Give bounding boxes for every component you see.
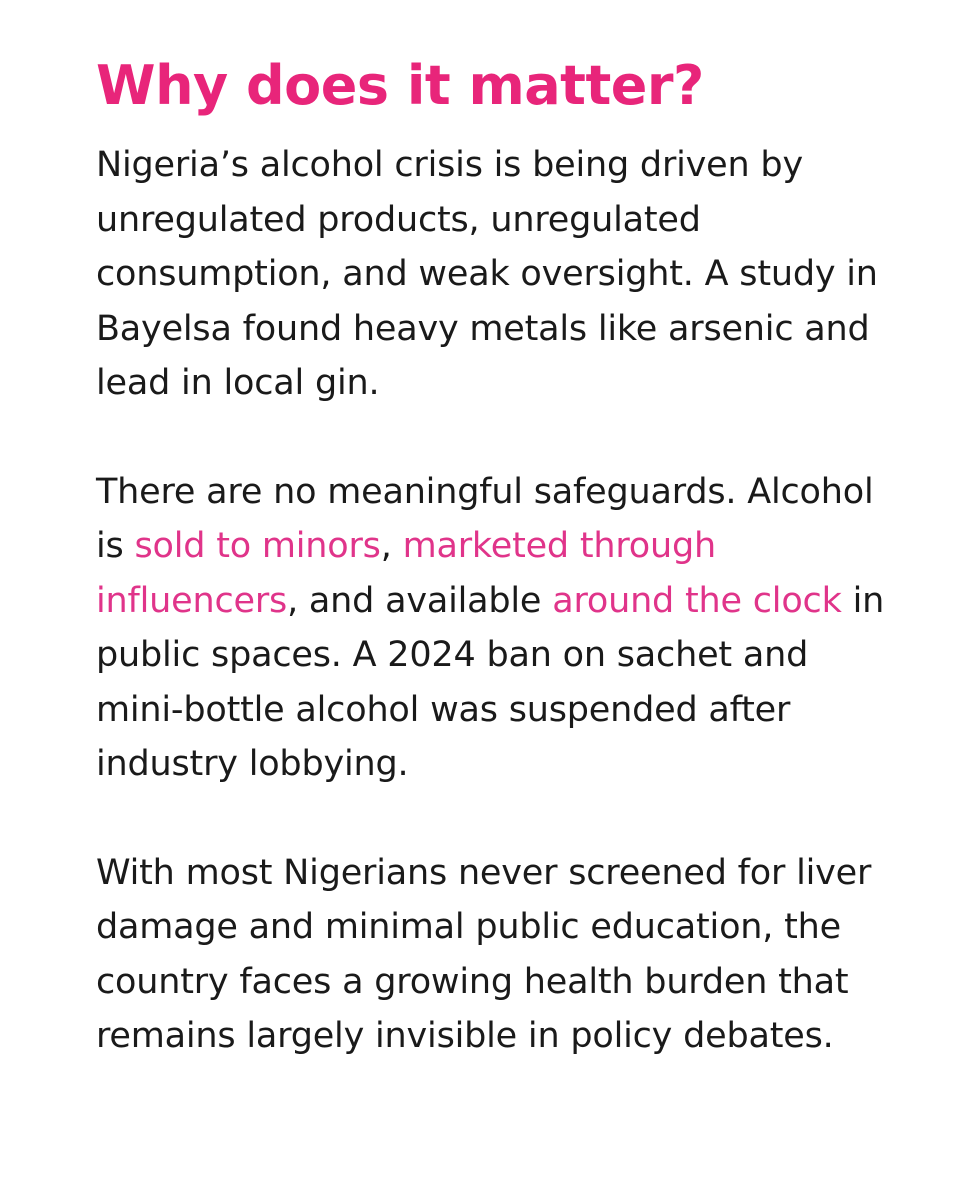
section-heading: Why does it matter?	[96, 54, 704, 117]
paragraph-health-burden: With most Nigerians never screened for liver damage and minimal public education, the country faces a growing health burden that remains largely invisible in policy debates.	[96, 852, 872, 1056]
link-sold-to-minors[interactable]: sold to minors	[134, 526, 381, 566]
paragraph-text: , and available	[287, 580, 553, 621]
paragraph-safeguards	[96, 465, 896, 792]
link-around-the-clock[interactable]: around the clock	[552, 580, 842, 621]
link-marketed-through-influencers[interactable]: marketed through influencers	[96, 526, 716, 621]
paragraph-text: ,	[380, 526, 403, 566]
paragraph-text: There are no meaningful safeguards. Alcohol is	[96, 471, 874, 566]
paragraph-crisis-drivers: Nigeria’s alcohol crisis is being driven by unregulated products, unregulated consumption, and weak oversight. A study in Bayelsa found heavy metals like arsenic and lead in local gin.	[96, 145, 878, 403]
article-card	[96, 52, 896, 1064]
paragraph-text: in public spaces. A 2024 ban on sachet and mini-bottle alcohol was suspended after industry lobbying.	[96, 580, 885, 784]
